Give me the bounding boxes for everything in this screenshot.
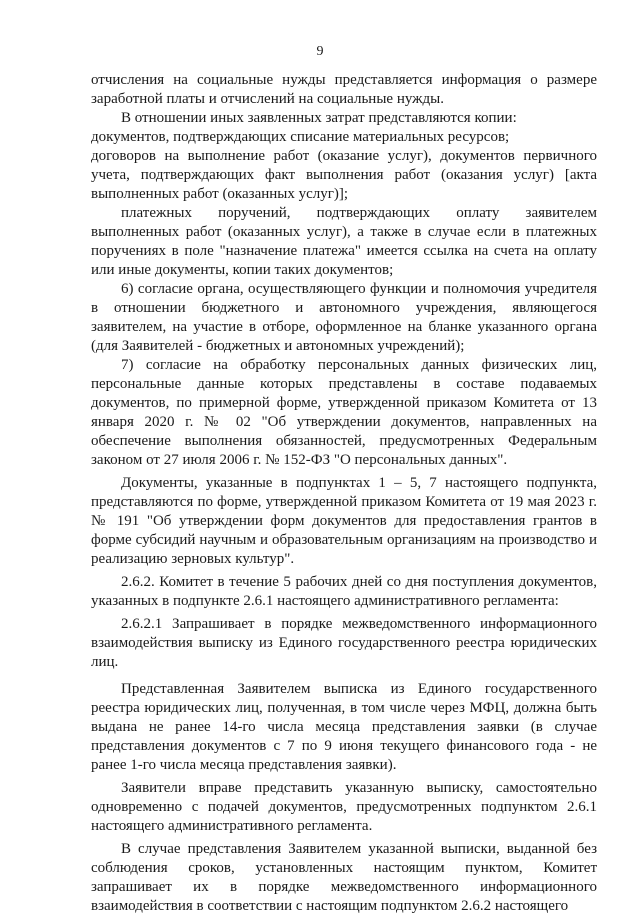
paragraph: В отношении иных заявленных затрат представляются копии: (121, 110, 517, 126)
paragraph: 2.6.2.1 Запрашивает в порядке межведомственного информационного взаимодействия выписку из Единого государственного реестра юридических лиц. (91, 616, 597, 670)
paragraph: Заявители вправе представить указанную выписку, самостоятельно одновременно с подачей документов, предусмотренных подпунктом 2.6.1 настоящего административного регламента. (91, 780, 597, 834)
document-body (91, 71, 597, 916)
paragraph: Представленная Заявителем выписка из Единого государственного реестра юридических лиц, полученная, в том числе через МФЦ, должна быть выдана не ранее 14-го числа месяца представления заявки (в случае представления документов с 7 по 9 июня текущего финансового года - не ранее 1-го числа месяца представления заявки). (91, 681, 597, 773)
paragraph: В случае представления Заявителем указанной выписки, выданной без соблюдения сроков, установленных настоящим пунктом, Комитет запрашивает их в порядке межведомственного информационного взаимодействия в соответствии с настоящим подпунктом 2.6.2 настоящего (91, 841, 597, 914)
paragraph: Документы, указанные в подпунктах 1 – 5, 7 настоящего подпункта, представляются по форме, утвержденной приказом Комитета от 19 мая 2023 г. № 191 "Об утверждении форм документов для предоставления грантов в форме субсидий научным и образовательным организациям на производство и реализацию зерновых культур". (91, 475, 597, 567)
paragraph: 7) согласие на обработку персональных данных физических лиц, персональные данные которых представлены в составе подаваемых документов, по примерной форме, утвержденной приказом Комитета от 13 января 2020 г. № 02 "Об утверждении документов, направленных на обеспечение выполнения обязанностей, предусмотренных Федеральным законом от 27 июля 2006 г. № 152-ФЗ "О персональных данных". (91, 357, 597, 468)
paragraph: 2.6.2. Комитет в течение 5 рабочих дней со дня поступления документов, указанных в подпункте 2.6.1 настоящего административного регламента: (91, 574, 597, 609)
paragraph: отчисления на социальные нужды представляется информация о размере заработной платы и отчислений на социальные нужды. (91, 72, 597, 107)
paragraph: 6) согласие органа, осуществляющего функции и полномочия учредителя в отношении бюджетного и автономного учреждения, являющегося заявителем, на участие в отборе, оформленное на бланке указанного органа (для Заявителей - бюджетных и автономных учреждений); (91, 281, 597, 354)
paragraph: платежных поручений, подтверждающих оплату заявителем выполненных работ (оказанных услуг), а также в случае если в платежных поручениях в поле "назначение платежа" имеется ссылка на счета на оплату или иные документы, копии таких документов; (91, 205, 597, 278)
paragraph: договоров на выполнение работ (оказание услуг), документов первичного учета, подтверждающих факт выполнения работ (оказания услуг) [акта выполненных работ (оказанных услуг)]; (91, 148, 597, 202)
page-number: 9 (316, 44, 324, 59)
paragraph: документов, подтверждающих списание материальных ресурсов; (91, 129, 510, 145)
